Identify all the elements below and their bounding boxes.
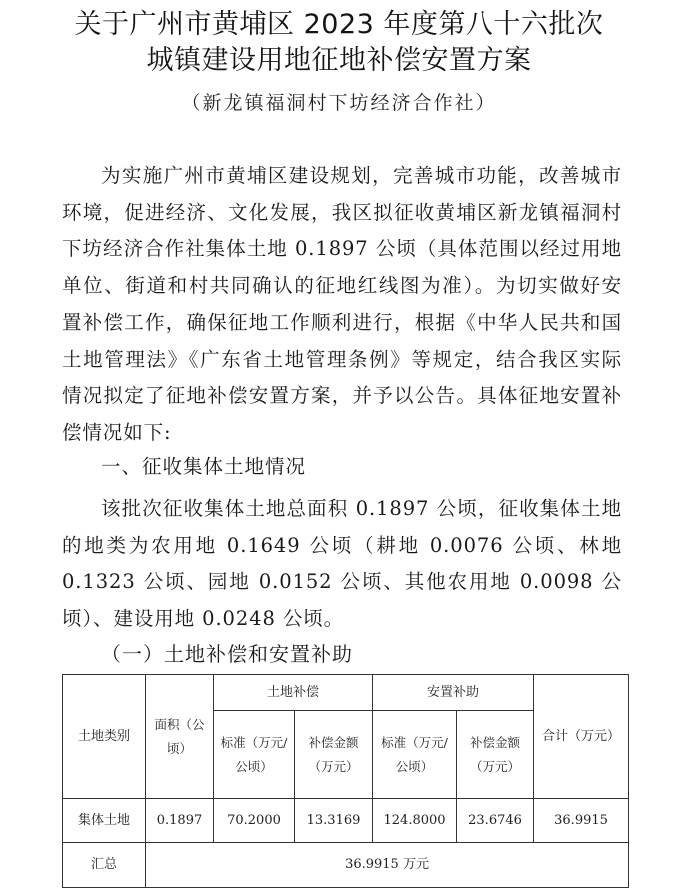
compensation-table [62,674,629,888]
summary-value: 36.9915 万元 [146,843,629,888]
document-title-line1: 关于广州市黄埔区 2023 年度第八十六批次 [74,9,604,40]
header-total: 合计（万元） [534,675,629,799]
cell-standard-2: 124.8000 [373,799,457,843]
cell-land-type: 集体土地 [63,799,146,843]
cell-amount-2: 23.6746 [457,799,534,843]
document-subtitle: （新龙镇福洞村下坊经济合作社） [181,92,497,114]
header-area: 面积（公顷） [146,675,214,799]
section-heading-1: 一、征收集体土地情况 [101,455,307,478]
summary-row [63,843,629,888]
summary-label: 汇总 [63,843,146,888]
land-info-paragraph: 该批次征收集体土地总面积 0.1897 公顷，征收集体土地的地类为农用地 0.1649 公顷（耕地 0.0076 公顷、林地 0.1323 公顷、园地 0.0152 公顷、其他农用地 0.0098 公顷）、建设用地 0.0248 公顷。 [62,497,622,631]
intro-paragraph: 为实施广州市黄埔区建设规划，完善城市功能，改善城市环境，促进经济、文化发展，我区拟征收黄埔区新龙镇福洞村下坊经济合作社集体土地 0.1897 公顷（具体范围以经过用地单位、街道和村共同确认的征地红线图为准）。为切实做好安置补偿工作，确保征地工作顺利进行，根据《中华人民共和国土地管理法》《广东省土地管理条例》等规定，结合我区实际情况拟定了征地补偿安置方案，并予以公告。具体征地安置补偿情况如下: [62,164,622,444]
header-resettlement-subsidy: 安置补助 [373,675,534,711]
table-row [63,799,629,843]
cell-standard-1: 70.2000 [214,799,295,843]
header-standard-1: 标准（万元/公顷） [214,711,295,799]
cell-amount-1: 13.3169 [295,799,373,843]
header-land-compensation: 土地补偿 [214,675,373,711]
header-standard-2: 标准（万元/公顷） [373,711,457,799]
subsection-heading: （一）土地补偿和安置补助 [101,642,353,666]
cell-total: 36.9915 [534,799,629,843]
cell-area: 0.1897 [146,799,214,843]
header-land-type: 土地类别 [63,675,146,799]
header-amount-2: 补偿金额（万元） [457,711,534,799]
header-amount-1: 补偿金额（万元） [295,711,373,799]
document-title-line2: 城镇建设用地征地补偿安置方案 [146,45,532,76]
